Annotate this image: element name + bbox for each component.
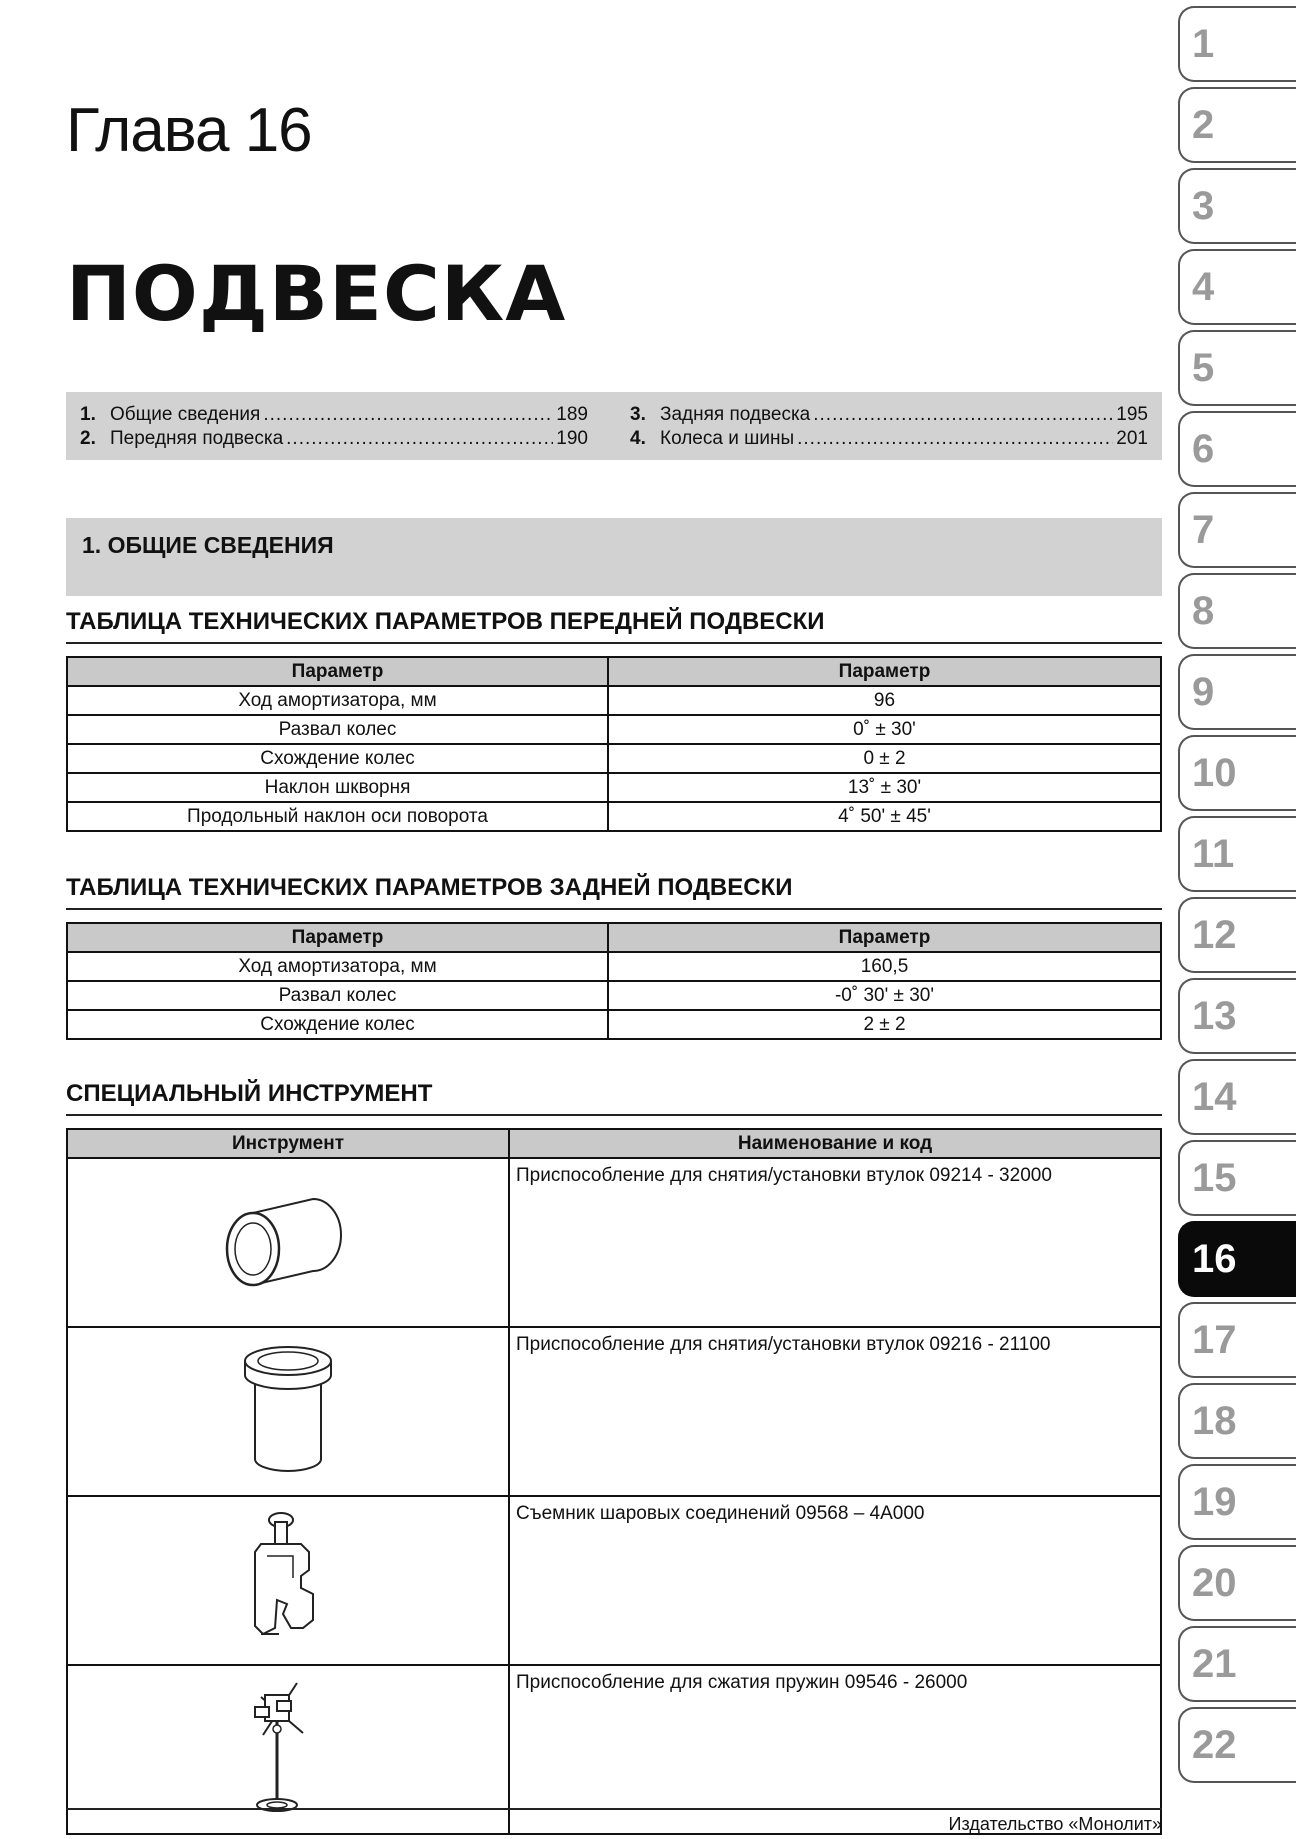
tool-name: Приспособление для снятия/установки втулок 09214 - 32000: [509, 1158, 1161, 1327]
chapter-tab-3[interactable]: 3: [1178, 168, 1296, 244]
chapter-tab-19[interactable]: 19: [1178, 1464, 1296, 1540]
publisher-credit: Издательство «Монолит»: [948, 1814, 1162, 1834]
tools-table-heading: СПЕЦИАЛЬНЫЙ ИНСТРУМЕНТ: [66, 1080, 1162, 1116]
chapter-tab-9[interactable]: 9: [1178, 654, 1296, 730]
chapter-tab-4[interactable]: 4: [1178, 249, 1296, 325]
table-row: [67, 1010, 1161, 1039]
param-value: 96: [608, 686, 1161, 715]
table-row: [67, 686, 1161, 715]
param-value: 0 ± 2: [608, 744, 1161, 773]
chapter-label: Глава 16: [66, 96, 312, 165]
chapter-tab-17[interactable]: 17: [1178, 1302, 1296, 1378]
spring-compressor-icon: [243, 1677, 333, 1817]
chapter-tab-2[interactable]: 2: [1178, 87, 1296, 163]
table-of-contents: [66, 392, 1162, 460]
table-header-row: [67, 657, 1161, 686]
table-header-row: [67, 1129, 1161, 1158]
table-row: [67, 773, 1161, 802]
toc-item[interactable]: 2. Передняя подвеска ..... 190: [80, 428, 588, 450]
toc-item[interactable]: 3. Задняя подвеска ..... 195: [630, 404, 1148, 426]
section-title: 1. ОБЩИЕ СВЕДЕНИЯ: [82, 532, 334, 558]
param-value: 4˚ 50' ± 45': [608, 802, 1161, 831]
rear-params-table: [66, 922, 1162, 1040]
chapter-tab-14[interactable]: 14: [1178, 1059, 1296, 1135]
param-value: 13˚ ± 30': [608, 773, 1161, 802]
column-header: Параметр: [608, 923, 1161, 952]
rear-table-heading: ТАБЛИЦА ТЕХНИЧЕСКИХ ПАРАМЕТРОВ ЗАДНЕЙ ПОДВЕСКИ: [66, 874, 1162, 910]
column-header: Наименование и код: [509, 1129, 1161, 1158]
chapter-tab-7[interactable]: 7: [1178, 492, 1296, 568]
tool-image-cell: [67, 1327, 509, 1496]
table-row: [67, 1158, 1161, 1327]
footer-divider: [66, 1808, 1162, 1810]
chapter-tab-12[interactable]: 12: [1178, 897, 1296, 973]
column-header: Параметр: [67, 657, 608, 686]
column-header: Параметр: [67, 923, 608, 952]
bushing-tool-icon: [213, 1185, 363, 1295]
chapter-tab-16[interactable]: 16: [1178, 1221, 1296, 1297]
chapter-tab-20[interactable]: 20: [1178, 1545, 1296, 1621]
param-name: Схождение колес: [67, 1010, 608, 1039]
front-params-table: [66, 656, 1162, 832]
tool-name: Приспособление для сжатия пружин 09546 - 26000: [509, 1665, 1161, 1834]
column-header: Параметр: [608, 657, 1161, 686]
table-row: [67, 981, 1161, 1010]
chapter-tab-11[interactable]: 11: [1178, 816, 1296, 892]
toc-item[interactable]: 1. Общие сведения ..... 189: [80, 404, 588, 426]
chapter-tab-21[interactable]: 21: [1178, 1626, 1296, 1702]
column-header: Инструмент: [67, 1129, 509, 1158]
param-name: Ход амортизатора, мм: [67, 686, 608, 715]
chapter-tab-15[interactable]: 15: [1178, 1140, 1296, 1216]
table-row: [67, 802, 1161, 831]
param-name: Схождение колес: [67, 744, 608, 773]
tools-table: [66, 1128, 1162, 1835]
front-table-heading: ТАБЛИЦА ТЕХНИЧЕСКИХ ПАРАМЕТРОВ ПЕРЕДНЕЙ ПОДВЕСКИ: [66, 608, 1162, 644]
table-row: [67, 1327, 1161, 1496]
table-row: [67, 1496, 1161, 1665]
table-row: [67, 744, 1161, 773]
param-name: Развал колес: [67, 981, 608, 1010]
param-value: -0˚ 30' ± 30': [608, 981, 1161, 1010]
tool-name: Приспособление для снятия/установки втулок 09216 - 21100: [509, 1327, 1161, 1496]
chapter-title: ПОДВЕСКА: [66, 249, 567, 338]
param-name: Ход амортизатора, мм: [67, 952, 608, 981]
section-header: [66, 518, 1162, 596]
chapter-tab-10[interactable]: 10: [1178, 735, 1296, 811]
param-value: 0˚ ± 30': [608, 715, 1161, 744]
chapter-tab-13[interactable]: 13: [1178, 978, 1296, 1054]
param-value: 2 ± 2: [608, 1010, 1161, 1039]
ball-joint-puller-icon: [243, 1508, 333, 1648]
tool-image-cell: [67, 1158, 509, 1327]
toc-item[interactable]: 4. Колеса и шины ..... 201: [630, 428, 1148, 450]
chapter-tab-18[interactable]: 18: [1178, 1383, 1296, 1459]
chapter-tab-8[interactable]: 8: [1178, 573, 1296, 649]
flanged-bushing-tool-icon: [233, 1339, 343, 1479]
param-name: Развал колес: [67, 715, 608, 744]
tool-name: Съемник шаровых соединений 09568 – 4A000: [509, 1496, 1161, 1665]
chapter-tab-6[interactable]: 6: [1178, 411, 1296, 487]
chapter-tab-1[interactable]: 1: [1178, 6, 1296, 82]
table-row: [67, 952, 1161, 981]
param-value: 160,5: [608, 952, 1161, 981]
chapter-tab-5[interactable]: 5: [1178, 330, 1296, 406]
param-name: Продольный наклон оси поворота: [67, 802, 608, 831]
table-row: [67, 715, 1161, 744]
table-header-row: [67, 923, 1161, 952]
tool-image-cell: [67, 1496, 509, 1665]
param-name: Наклон шкворня: [67, 773, 608, 802]
chapter-tab-22[interactable]: 22: [1178, 1707, 1296, 1783]
